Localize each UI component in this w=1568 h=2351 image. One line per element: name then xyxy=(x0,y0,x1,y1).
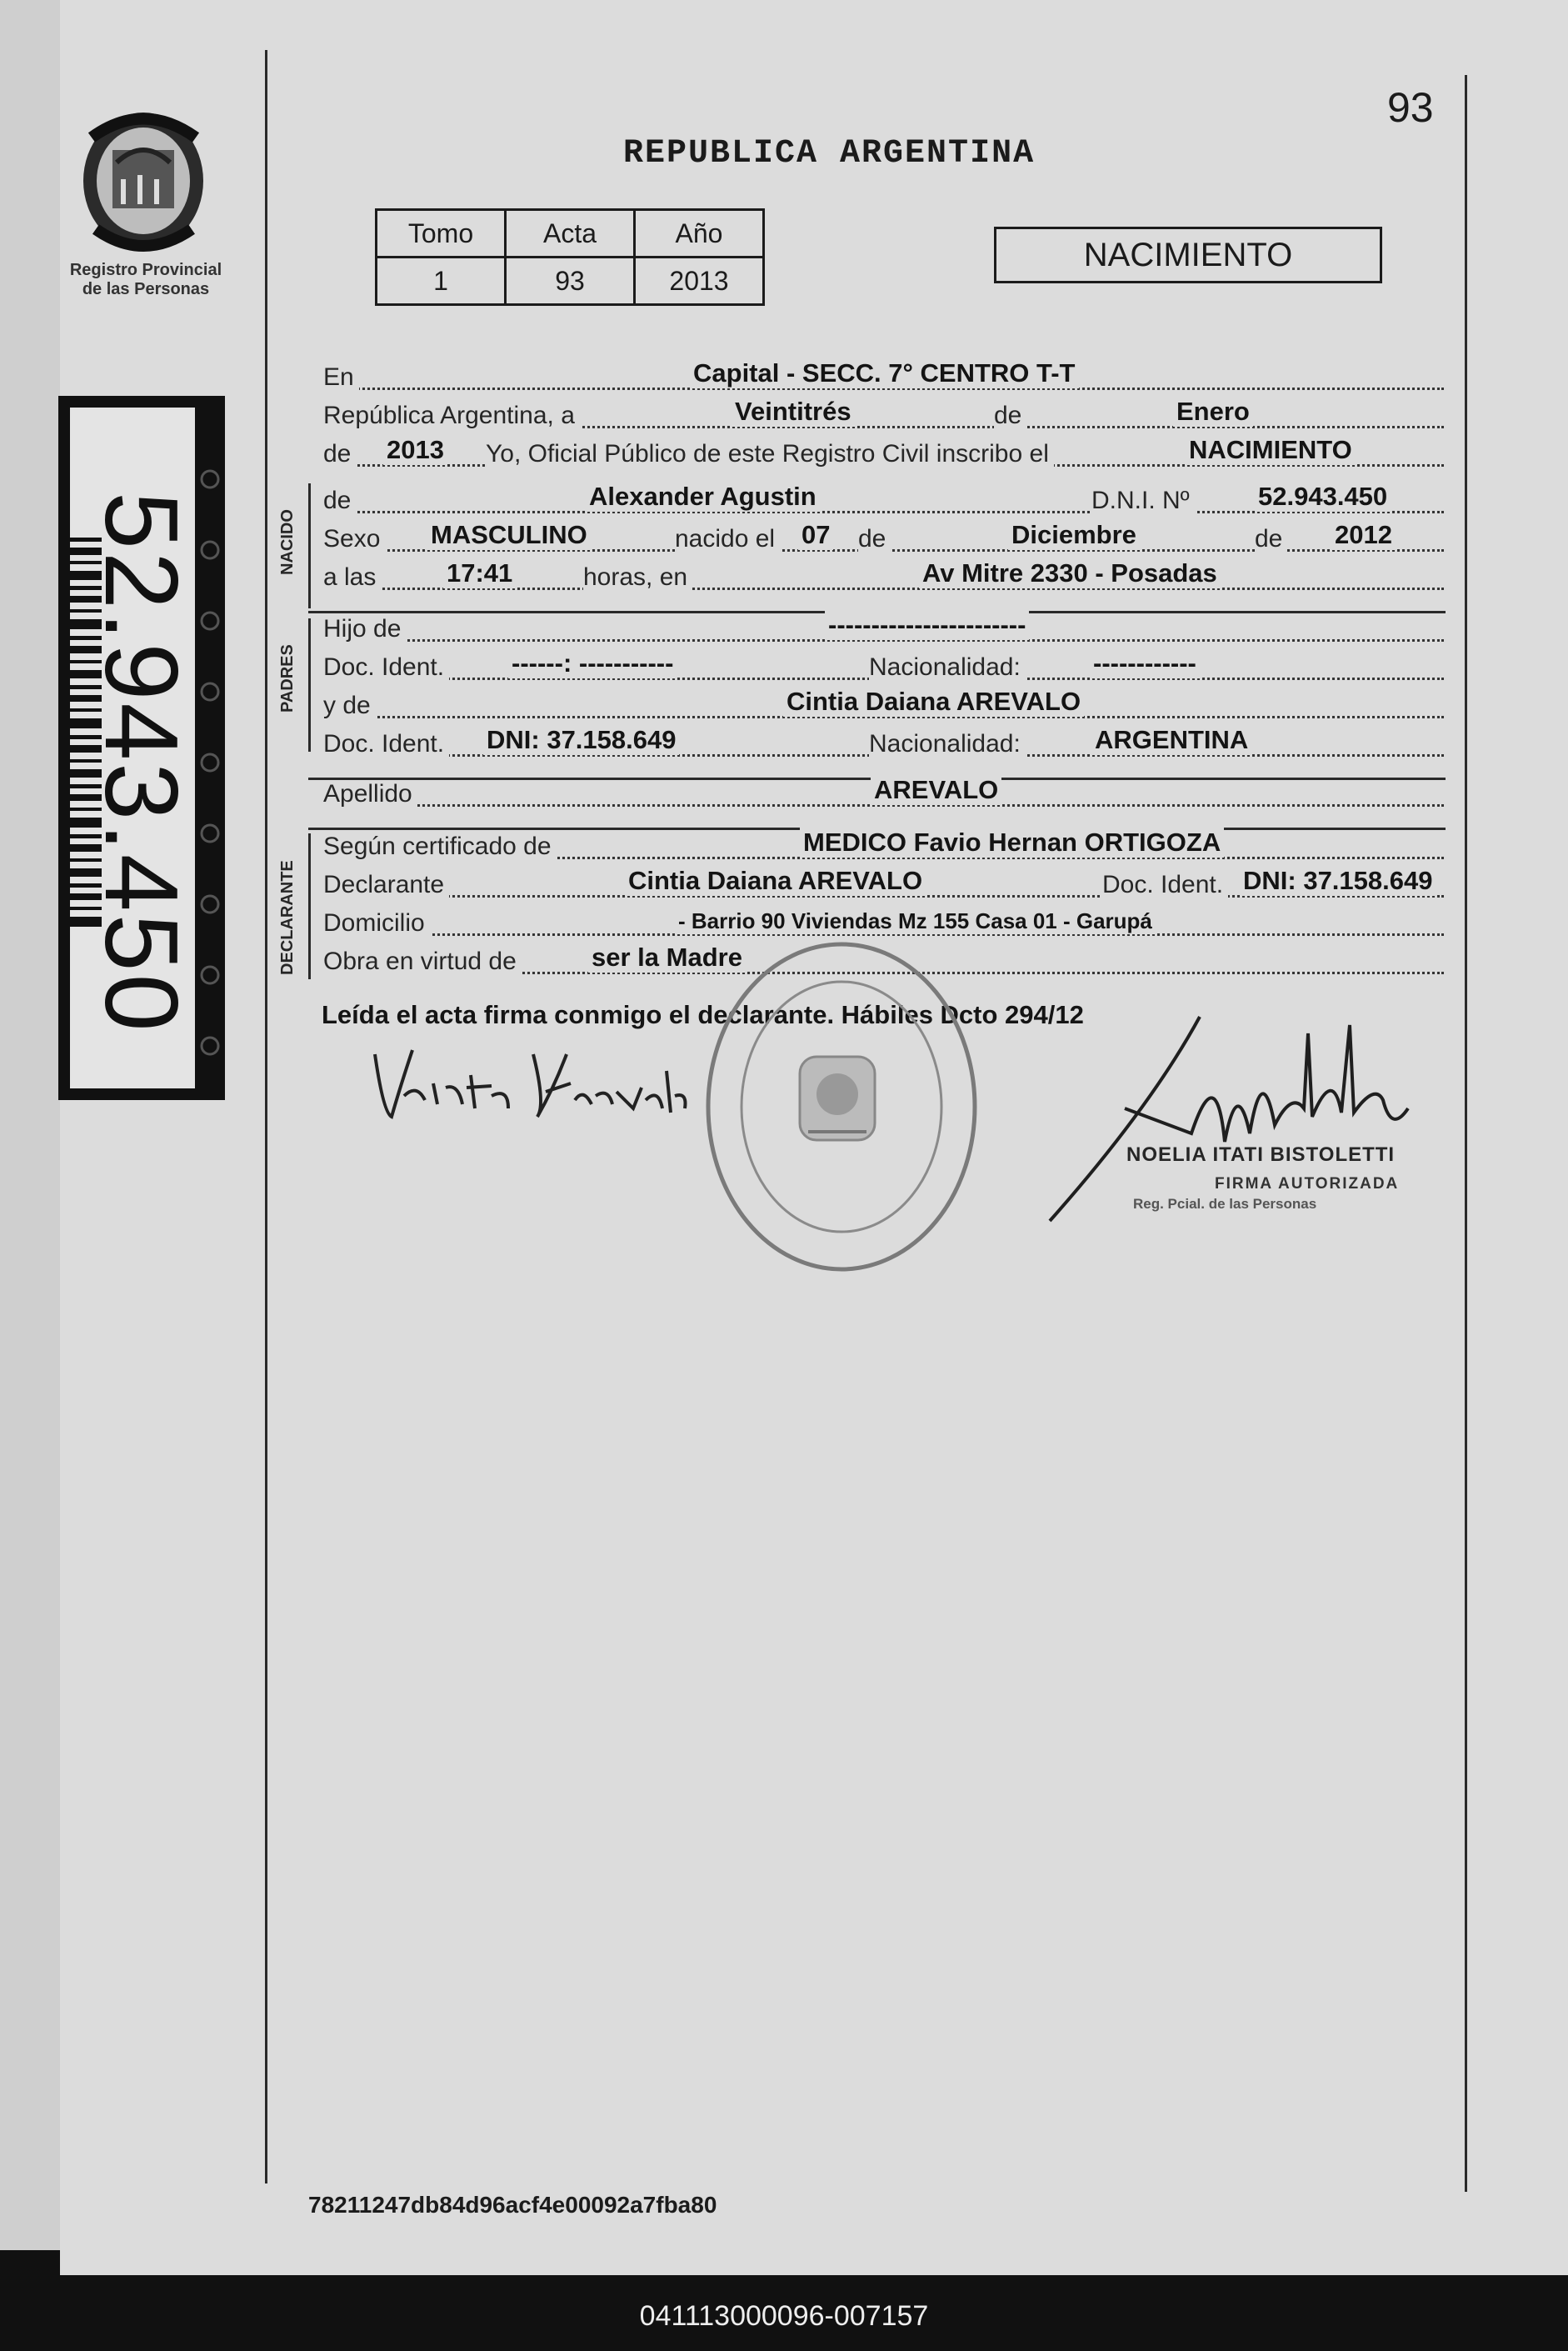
official-seal-stamp xyxy=(700,932,983,1282)
label-republica: República Argentina, a xyxy=(323,402,580,430)
label-doc-ident-declarant: Doc. Ident. xyxy=(1102,871,1228,899)
label-y-de: y de xyxy=(323,692,376,720)
table-cell-ano: 2013 xyxy=(635,258,764,305)
line-nombre xyxy=(323,482,1444,520)
value-address: - Barrio 90 Viviendas Mz 155 Casa 01 - Garupá xyxy=(675,908,1156,934)
label-nacionalidad: Nacionalidad: xyxy=(869,653,1026,682)
line-apellido xyxy=(323,775,1444,813)
section-label-padres: PADRES xyxy=(278,644,297,713)
line-madre xyxy=(323,687,1444,725)
line-en xyxy=(323,358,1444,397)
value-mother-nationality: ARGENTINA xyxy=(1091,725,1251,755)
label-de: de xyxy=(994,402,1026,430)
label-nacido-el: nacido el xyxy=(675,525,780,553)
value-birth-time: 17:41 xyxy=(443,558,516,588)
scan-footer-code: 041113000096-007157 xyxy=(639,2300,929,2332)
value-birth-month: Diciembre xyxy=(1008,520,1140,550)
volume-table xyxy=(375,208,765,306)
label-de-nombre: de xyxy=(323,487,356,515)
value-certifier: MEDICO Favio Hernan ORTIGOZA xyxy=(800,828,1224,858)
label-apellido: Apellido xyxy=(323,780,417,808)
label-hijo-de: Hijo de xyxy=(323,615,406,643)
official-office: Reg. Pcial. de las Personas xyxy=(1133,1196,1317,1212)
right-margin-rule xyxy=(1465,75,1467,2192)
left-margin-rule xyxy=(265,50,267,2183)
record-type-box: NACIMIENTO xyxy=(994,227,1382,283)
table-cell-tomo: 1 xyxy=(377,258,506,305)
value-month: Enero xyxy=(1173,397,1253,427)
section-bracket-nacido xyxy=(308,483,311,608)
line-republica xyxy=(323,397,1444,435)
line-year xyxy=(323,435,1444,473)
value-mother: Cintia Daiana AREVALO xyxy=(783,687,1084,717)
label-declarante: Declarante xyxy=(323,871,449,899)
line-hora xyxy=(323,558,1444,597)
section-label-nacido: NACIDO xyxy=(278,509,297,575)
line-hijo xyxy=(323,610,1444,648)
value-child-dni: 52.943.450 xyxy=(1255,482,1391,512)
value-surname: AREVALO xyxy=(871,775,1001,805)
value-year: 2013 xyxy=(383,435,447,465)
section-label-declarante: DECLARANTE xyxy=(278,860,297,975)
document-hash: 78211247db84d96acf4e00092a7fba80 xyxy=(308,2192,717,2218)
registry-line-1: Registro Provincial xyxy=(69,261,222,279)
section-bracket-padres xyxy=(308,618,311,752)
official-role: FIRMA AUTORIZADA xyxy=(1215,1175,1400,1193)
label-de-birth-year: de xyxy=(1255,525,1287,553)
label-nacionalidad-mother: Nacionalidad: xyxy=(869,730,1026,758)
table-cell-acta: 93 xyxy=(506,258,635,305)
label-dni: D.N.I. Nº xyxy=(1091,487,1195,515)
value-birth-place: Av Mitre 2330 - Posadas xyxy=(919,558,1221,588)
value-day: Veintitrés xyxy=(732,397,855,427)
closing-statement: Leída el acta firma conmigo el declarante. Hábiles Dcto 294/12 xyxy=(322,1000,1084,1029)
line-doc1 xyxy=(323,648,1444,687)
value-declarant: Cintia Daiana AREVALO xyxy=(625,866,926,896)
value-relationship: ser la Madre xyxy=(588,943,746,973)
value-declarant-doc: DNI: 37.158.649 xyxy=(1240,866,1436,896)
label-domicilio: Domicilio xyxy=(323,909,430,938)
table-header-ano: Año xyxy=(635,210,764,258)
label-doc-ident: Doc. Ident. xyxy=(323,653,449,682)
label-en: En xyxy=(323,363,359,392)
official-name: NOELIA ITATI BISTOLETTI xyxy=(1126,1143,1396,1166)
table-header-tomo: Tomo xyxy=(377,210,506,258)
registry-line-2: de las Personas xyxy=(82,280,210,298)
label-obra: Obra en virtud de xyxy=(323,948,522,976)
page-title: REPUBLICA ARGENTINA xyxy=(623,135,1036,173)
line-certificado xyxy=(323,828,1444,866)
page-number: 93 xyxy=(1387,84,1434,131)
table-header-acta: Acta xyxy=(506,210,635,258)
provincial-emblem-logo xyxy=(75,104,212,258)
label-sexo: Sexo xyxy=(323,525,385,553)
value-mother-doc: DNI: 37.158.649 xyxy=(483,725,679,755)
label-officer: Yo, Oficial Público de este Registro Civil inscribo el xyxy=(486,440,1054,468)
value-father-doc: ------: ----------- xyxy=(508,648,677,678)
label-horas-en: horas, en xyxy=(583,563,692,592)
value-birth-year: 2012 xyxy=(1331,520,1396,550)
barcode-number: 52.943.450 xyxy=(83,492,198,1034)
line-doc2 xyxy=(323,725,1444,763)
security-pattern-icon xyxy=(198,454,222,1096)
label-certificado: Según certificado de xyxy=(323,833,557,861)
value-record-kind: NACIMIENTO xyxy=(1186,435,1356,465)
declarant-signature xyxy=(367,1038,692,1138)
label-a-las: a las xyxy=(323,563,381,592)
value-father: ----------------------- xyxy=(825,610,1029,640)
value-father-nationality: ------------ xyxy=(1090,648,1200,678)
label-doc-ident-mother: Doc. Ident. xyxy=(323,730,449,758)
value-location: Capital - SECC. 7° CENTRO T-T xyxy=(690,358,1079,388)
label-de-month: de xyxy=(858,525,891,553)
section-bracket-declarante xyxy=(308,833,311,979)
line-sexo xyxy=(323,520,1444,558)
value-child-name: Alexander Agustin xyxy=(586,482,820,512)
label-de-year: de xyxy=(323,440,356,468)
registry-name xyxy=(58,261,233,299)
value-birth-day: 07 xyxy=(798,520,833,550)
value-sex: MASCULINO xyxy=(427,520,591,550)
adjacent-page-edge xyxy=(0,0,62,2250)
line-declarante xyxy=(323,866,1444,904)
